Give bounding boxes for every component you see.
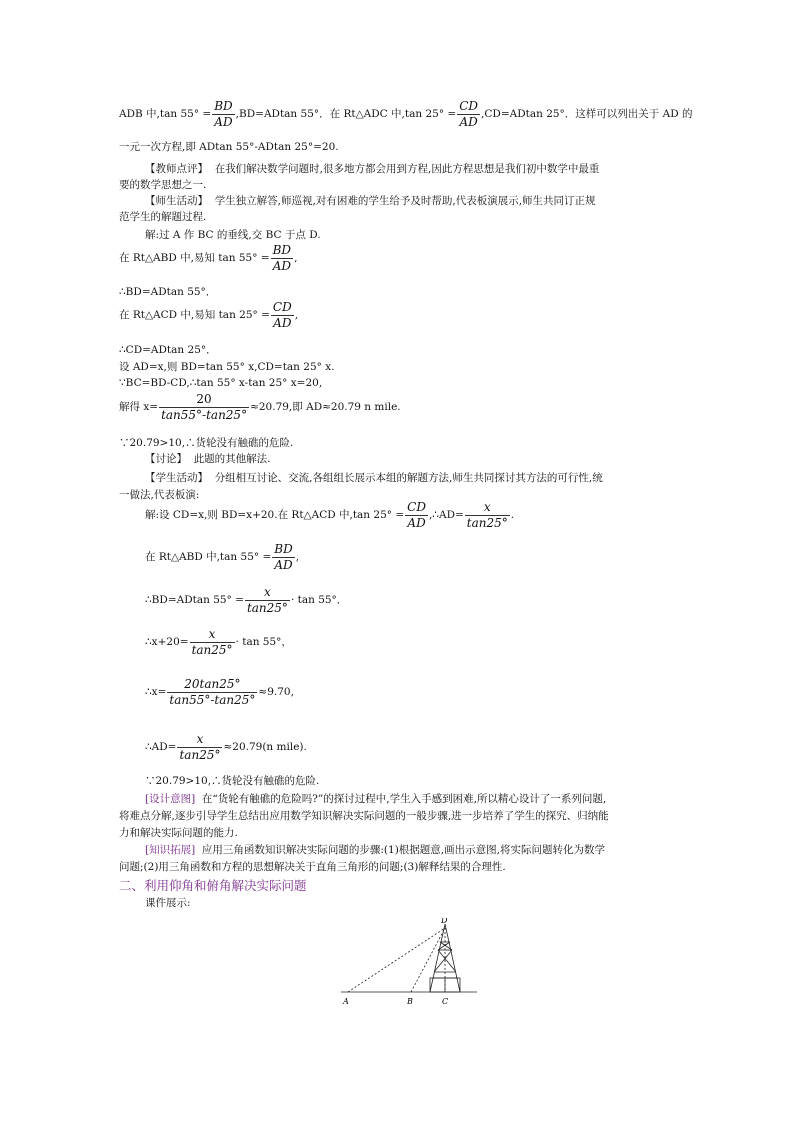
teacher-comment-line1: 【教师点评】 在我们解决数学问题时,很多地方都会用到方程,因此方程思想是我们初中数学中最重 (145, 163, 600, 175)
sol1-line9: ∵20.79>10,∴货轮没有触礁的危险. (119, 437, 294, 449)
sol2-line4: ∴x+20= $\frac{x}{\tan 25^\circ}$ · tan 55°， (145, 627, 292, 657)
teacher-comment-line2: 要的数学思想之一. (119, 179, 207, 191)
sol1-line1: 解:过 A 作 BC 的垂线,交 BC 于点 D. (145, 229, 321, 241)
activity2-line2: 一做法,代表板演: (119, 489, 200, 501)
frac-bd-ad: $\frac{BD}{AD}$ (214, 99, 233, 129)
activity1-line2: 范学生的解题过程. (119, 211, 207, 223)
label-b: B (407, 997, 413, 1006)
line-ad (348, 928, 445, 992)
design-line3: 力和解决实际问题的能力. (119, 827, 238, 839)
activity2-line1: 【学生活动】 分组相互讨论、交流,各组组长展示本组的解题方法,师生共同探讨其方法的可行性,统 (145, 472, 603, 484)
sol1-line3: ∴BD=ADtan 55°． (119, 286, 217, 298)
section-lead: 课件展示: (145, 897, 191, 909)
discussion-line: 【讨论】 此题的其他解法. (145, 453, 271, 465)
activity1-line1: 【师生活动】 学生独立解答,师巡视,对有困难的学生给予及时帮助,代表板演展示,师生共同订正规 (145, 195, 596, 207)
tower-diagram (335, 918, 495, 1010)
sol1-line8: 解得 x= $\frac{20}{\tan 55^\circ-\tan 25^\circ}$ ≈20.79,即 AD≈20.79 n mile. (119, 392, 401, 422)
label-a: A (343, 997, 349, 1006)
extend-line2: 问题;(2)用三角函数和方程的思想解决关于直角三角形的问题;(3)解释结果的合理性. (119, 861, 506, 873)
tower-right-leg (445, 924, 460, 992)
sol2-line1: 解:设 CD=x,则 BD=x+20.在 Rt△ACD 中,tan 25° = $\frac{CD}{AD}$ ,∴AD= $\frac{x}{\tan 25^\circ}$ . (145, 500, 515, 530)
design-line1: [设计意图] 在“货轮有触礁的危险吗?”的探讨过程中,学生入手感到困难,所以精心设计了一系列问题, (145, 793, 607, 805)
sol1-line2: 在 Rt△ABD 中,易知 tan 55° = $\frac{BD}{AD}$ , (119, 243, 298, 273)
sol2-line3: ∴BD=ADtan 55° = $\frac{x}{\tan 25^\circ}$ · tan 55°． (145, 585, 348, 615)
frac-cd-ad: $\frac{CD}{AD}$ (459, 99, 479, 129)
sol1-line7: ∵BC=BD-CD,∴tan 55° x-tan 25° x=20, (119, 377, 323, 389)
p1-line1: ADB 中,tan 55° = $\frac{BD}{AD}$ ,BD=ADtan 55°．在 Rt△ADC 中,tan 25° = $\frac{CD}{AD}$ ,CD=ADtan 25°．这样可以列出关于 AD 的 (119, 99, 693, 129)
label-d: D (441, 918, 448, 925)
design-line2: 将难点分解,逐步引导学生总结出应用数学知识解决实际问题的一般步骤,进一步培养了学生的探究、归纳能 (119, 810, 609, 822)
p1-line2: 一元一次方程,即 ADtan 55°-ADtan 25°=20. (119, 141, 339, 153)
line-bd (411, 928, 445, 992)
sol2-line2: 在 Rt△ABD 中,tan 55° = $\frac{BD}{AD}$ , (145, 542, 300, 572)
label-c: C (442, 997, 449, 1006)
sol2-line5: ∴x= $\frac{20\tan 25^\circ}{\tan 55^\circ-\tan 25^\circ}$ ≈9.70, (145, 677, 294, 707)
extend-line1: [知识拓展] 应用三角函数知识解决实际问题的步骤:(1)根据题意,画出示意图,将实际问题转化为数学 (145, 844, 605, 856)
sol1-line4: 在 Rt△ACD 中,易知 tan 25° = $\frac{CD}{AD}$ , (119, 300, 299, 330)
sol1-line6: 设 AD=x,则 BD=tan 55° x,CD=tan 25° x. (119, 361, 335, 373)
tower-left-leg (430, 924, 445, 992)
sol1-line5: ∴CD=ADtan 25°． (119, 344, 217, 356)
section-heading: 二、利用仰角和俯角解决实际问题 (119, 878, 307, 893)
sol2-line6: ∴AD= $\frac{x}{\tan 25^\circ}$ ≈20.79(n mile). (145, 732, 307, 762)
sol2-line7: ∵20.79>10,∴货轮没有触礁的危险. (145, 775, 320, 787)
